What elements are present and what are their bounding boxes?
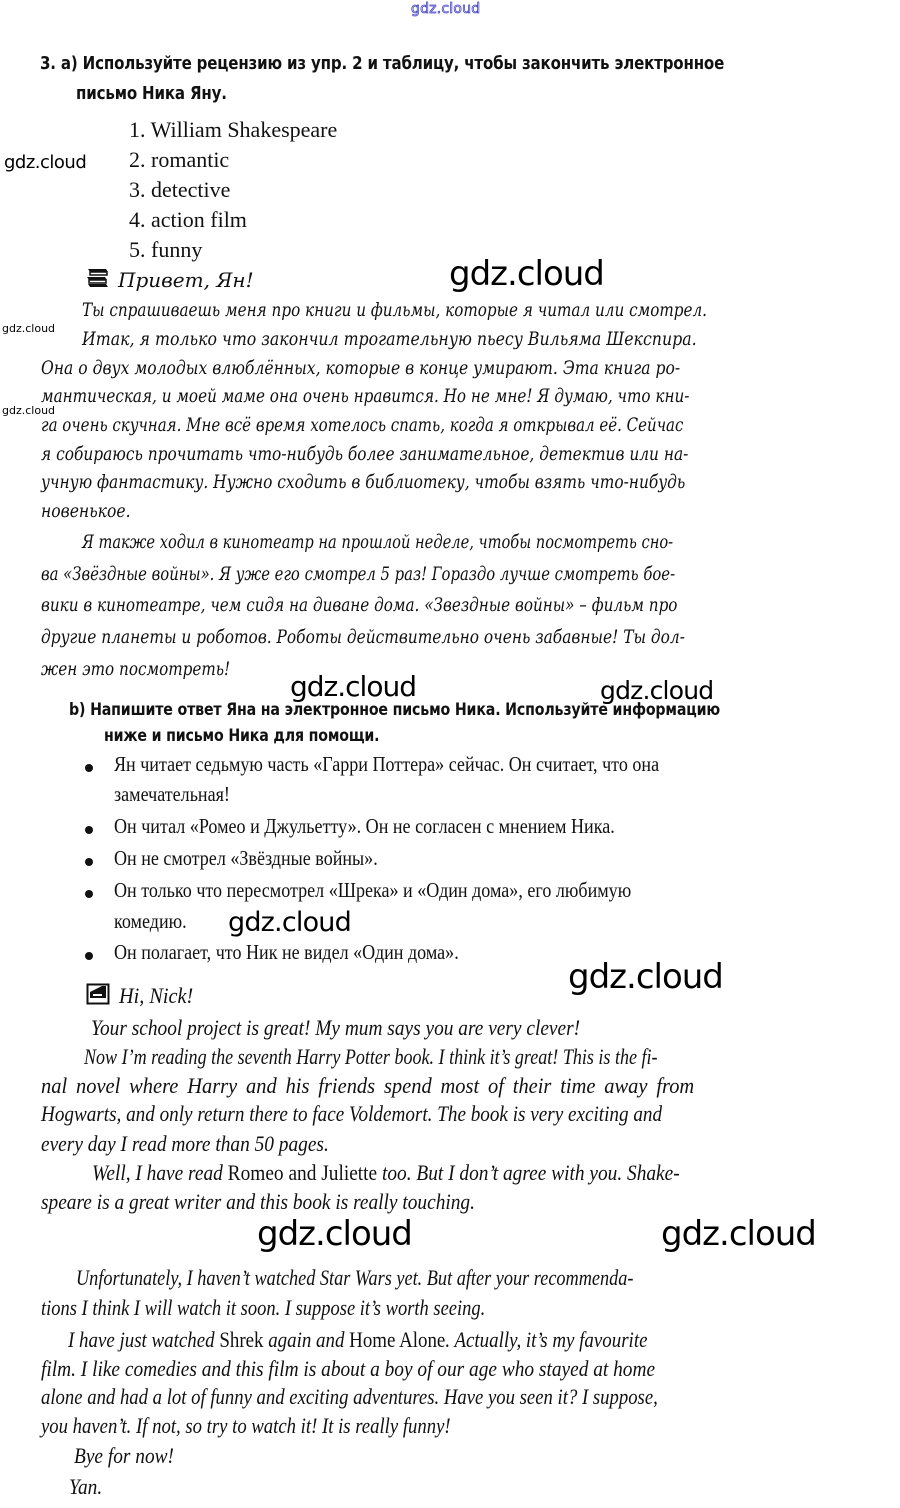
letter-a-line: вики в кинотеатре, чем сидя на диване дома. «Звездные войны» – фильм про <box>41 594 678 616</box>
letter-b-line: Hogwarts, and only return there to face Voldemort. The book is very exciting and <box>41 1101 663 1126</box>
task-a-heading-line2: письмо Ника Яну. <box>76 84 227 104</box>
task-a-heading-line1: 3. a) Используйте рецензию из упр. 2 и таблицу, чтобы закончить электронное <box>40 54 725 74</box>
text: Well, I have read <box>92 1160 228 1185</box>
answer-item: 4. action film <box>129 207 247 232</box>
bullet-text: замечательная! <box>114 782 230 806</box>
bullet-text: Ян читает седьмую часть «Гарри Поттера» сейчас. Он считает, что она <box>114 752 660 776</box>
letter-b-line: film. I like comedies and this film is about a boy of our age who stayed at home <box>41 1356 656 1381</box>
letter-a-line: новенькое. <box>41 500 131 522</box>
watermark: gdz.cloud <box>2 404 56 417</box>
letter-b-line <box>92 1160 680 1186</box>
letter-b-line: nal novel where Harry and his friends spend most of their time away from <box>41 1073 695 1098</box>
letter-a-line: га очень скучная. Мне всё время хотелось спать, когда я открывал её. Сейчас <box>41 414 684 436</box>
letter-a-line: Она о двух молодых влюблённых, которые в конце умирают. Эта книга ро- <box>41 357 681 379</box>
book-title-romeo: Romeo <box>227 1160 284 1185</box>
letter-b-line: Now I’m reading the seventh Harry Potter book. I think it’s great! This is the fi- <box>84 1044 658 1069</box>
letter-a-line: Я также ходил в кинотеатр на прошлой неделе, чтобы посмотреть сно- <box>82 531 674 553</box>
bullet-dot <box>85 952 93 960</box>
bullet-text: Он читал «Ромео и Джульетту». Он не согласен с мнением Ника. <box>114 814 615 838</box>
bullet-text: комедию. <box>114 909 187 933</box>
bullet-text: Он не смотрел «Звёздные войны». <box>114 846 378 870</box>
watermark: gdz.cloud <box>257 1214 412 1254</box>
answer-item: 2. romantic <box>129 147 230 172</box>
bullet-text: Он полагает, что Ник не видел «Один дома». <box>114 940 459 964</box>
letter-a-line: учную фантастику. Нужно сходить в библиотеку, чтобы взять что-нибудь <box>41 471 686 493</box>
answer-item: 3. detective <box>129 177 231 202</box>
letter-b-line: tions I think I will watch it soon. I suppose it’s worth seeing. <box>41 1295 486 1320</box>
text: again and <box>263 1327 350 1352</box>
film-title-home-alone: Home Alone <box>349 1327 446 1352</box>
letter-b-line: Unfortunately, I haven’t watched Star Wars yet. But after your recommenda- <box>76 1265 634 1290</box>
text: too. But I don’t agree with you. Shake- <box>377 1160 680 1185</box>
book-title-juliette: Juliette <box>321 1160 378 1185</box>
letter-a-line: я собираюсь прочитать что-нибудь более занимательное, детектив или на- <box>41 443 689 465</box>
watermark: gdz.cloud <box>290 670 416 703</box>
letter-b-line <box>68 1327 647 1353</box>
answer-item: 1. William Shakespeare <box>129 117 338 142</box>
watermark: gdz.cloud <box>568 957 723 997</box>
letter-a-greeting: Привет, Ян! <box>118 268 254 292</box>
letter-b-line: alone and had a lot of funny and exciting adventures. Have you seen it? I suppose, <box>41 1384 658 1409</box>
bullet-dot <box>85 858 93 866</box>
letter-b-closing: Bye for now! <box>74 1443 175 1468</box>
text: . Actually, it’s my favourite <box>445 1327 648 1352</box>
bullet-dot <box>85 890 93 898</box>
bullet-text: Он только что пересмотрел «Шрека» и «Один дома», его любимую <box>114 878 632 902</box>
letter-a-line: мантическая, и моей маме она очень нравится. Но не мне! Я думаю, что кни- <box>41 385 690 407</box>
task-b-heading-line2: ниже и письмо Ника для помощи. <box>104 726 380 745</box>
text: and <box>283 1160 322 1185</box>
letter-a-line: Итак, я только что закончил трогательную пьесу Вильяма Шекспира. <box>82 328 697 350</box>
film-title-shrek: Shrek <box>219 1327 264 1352</box>
bullet-dot <box>85 764 93 772</box>
books-stack-icon <box>86 266 110 288</box>
letter-b-greeting: Hi, Nick! <box>119 983 194 1008</box>
letter-b-line: Your school project is great! My mum says you are very clever! <box>91 1015 581 1040</box>
letter-a-line: Ты спрашиваешь меня про книги и фильмы, которые я читал или смотрел. <box>82 299 707 321</box>
watermark: gdz.cloud <box>449 254 604 294</box>
letter-b-line: speare is a great writer and this book is really touching. <box>41 1189 475 1214</box>
answer-item: 5. funny <box>129 237 203 262</box>
bullet-dot <box>85 826 93 834</box>
watermark-top: gdz.cloud <box>411 1 481 17</box>
computer-monitor-icon <box>86 983 110 1005</box>
watermark: gdz.cloud <box>4 152 87 173</box>
watermark: gdz.cloud <box>228 907 351 938</box>
task-b-heading-line1: b) Напишите ответ Яна на электронное письмо Ника. Используйте информацию <box>69 700 720 719</box>
letter-a-line: ва «Звёздные войны». Я уже его смотрел 5 раз! Гораздо лучше смотреть бое- <box>41 563 676 585</box>
letter-b-line: you haven’t. If not, so try to watch it! It is really funny! <box>41 1413 451 1438</box>
watermark: gdz.cloud <box>600 676 714 705</box>
letter-b-signature: Yan. <box>69 1474 103 1499</box>
watermark: gdz.cloud <box>2 322 56 335</box>
letter-a-line: жен это посмотреть! <box>41 658 231 680</box>
letter-b-line: every day I read more than 50 pages. <box>41 1131 329 1156</box>
text: I have just watched <box>68 1327 220 1352</box>
letter-a-line: другие планеты и роботов. Роботы действительно очень забавные! Ты дол- <box>41 626 685 648</box>
watermark: gdz.cloud <box>661 1214 816 1254</box>
